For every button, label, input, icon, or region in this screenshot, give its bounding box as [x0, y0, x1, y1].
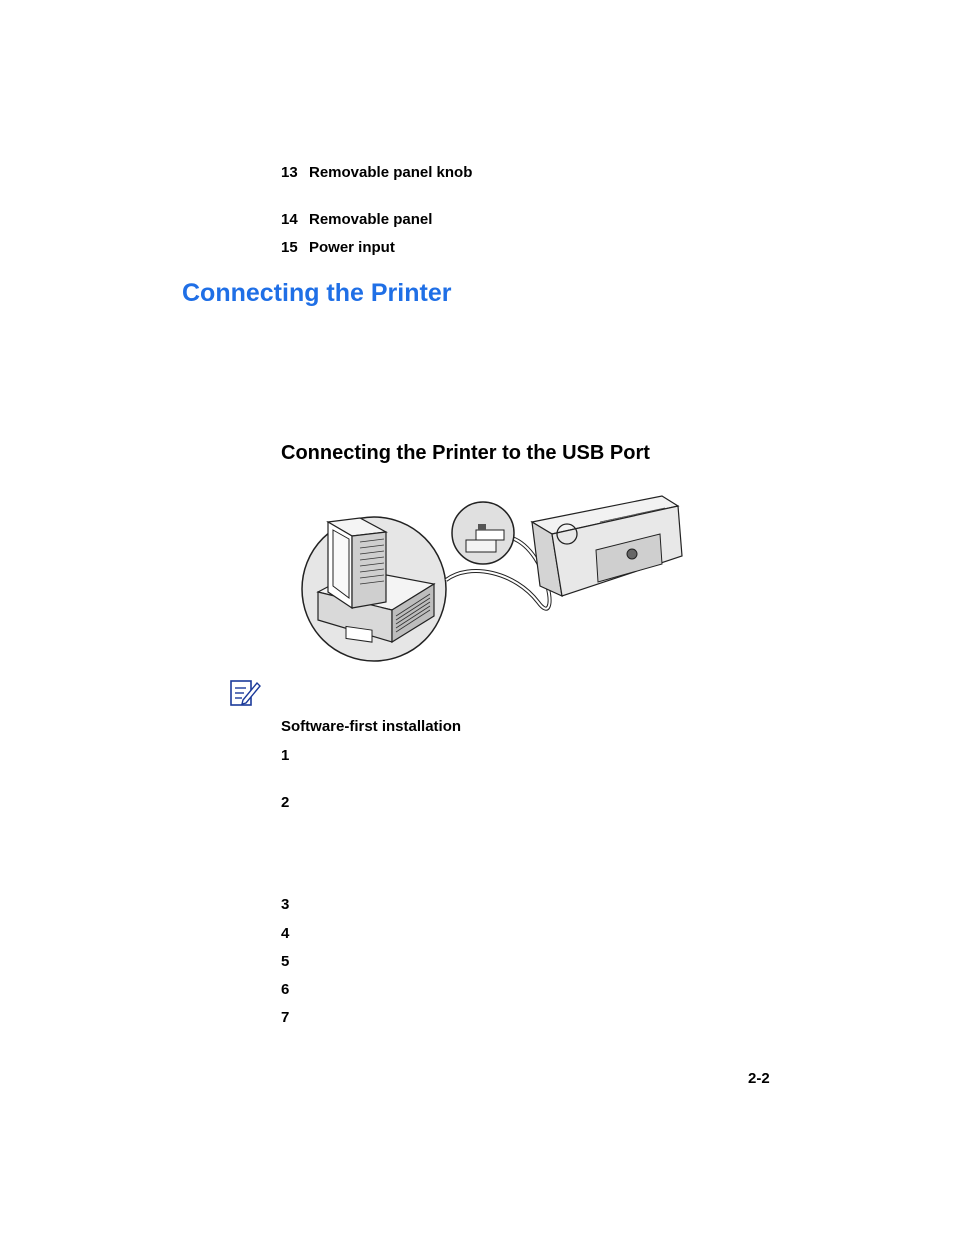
- step-number: 1: [281, 747, 290, 764]
- legend-number: 14: [281, 211, 298, 228]
- usb-port-closeup: [452, 502, 514, 564]
- note-pencil-icon: [229, 678, 261, 710]
- legend-label: Removable panel knob: [309, 164, 473, 181]
- section-heading: Connecting the Printer: [182, 279, 452, 307]
- step-number: 5: [281, 953, 290, 970]
- legend-number: 13: [281, 164, 298, 181]
- usb-connection-illustration: [300, 492, 685, 664]
- subsection-heading: Connecting the Printer to the USB Port: [281, 442, 650, 464]
- legend-item: [281, 239, 395, 256]
- step-number: 4: [281, 925, 290, 942]
- printer-illustration: [532, 496, 682, 596]
- page-number: 2-2: [748, 1070, 770, 1087]
- legend-number: 15: [281, 239, 298, 256]
- computer-illustration: [302, 517, 446, 661]
- legend-item: [281, 211, 432, 228]
- procedure-title: Software-first installation: [281, 718, 462, 735]
- step-number: 6: [281, 981, 290, 998]
- legend-label: Removable panel: [309, 211, 433, 228]
- legend-label: Power input: [309, 239, 395, 256]
- legend-item: [281, 164, 472, 181]
- step-number: 3: [281, 896, 290, 913]
- step-number: 7: [281, 1009, 290, 1026]
- step-number: 2: [281, 794, 290, 811]
